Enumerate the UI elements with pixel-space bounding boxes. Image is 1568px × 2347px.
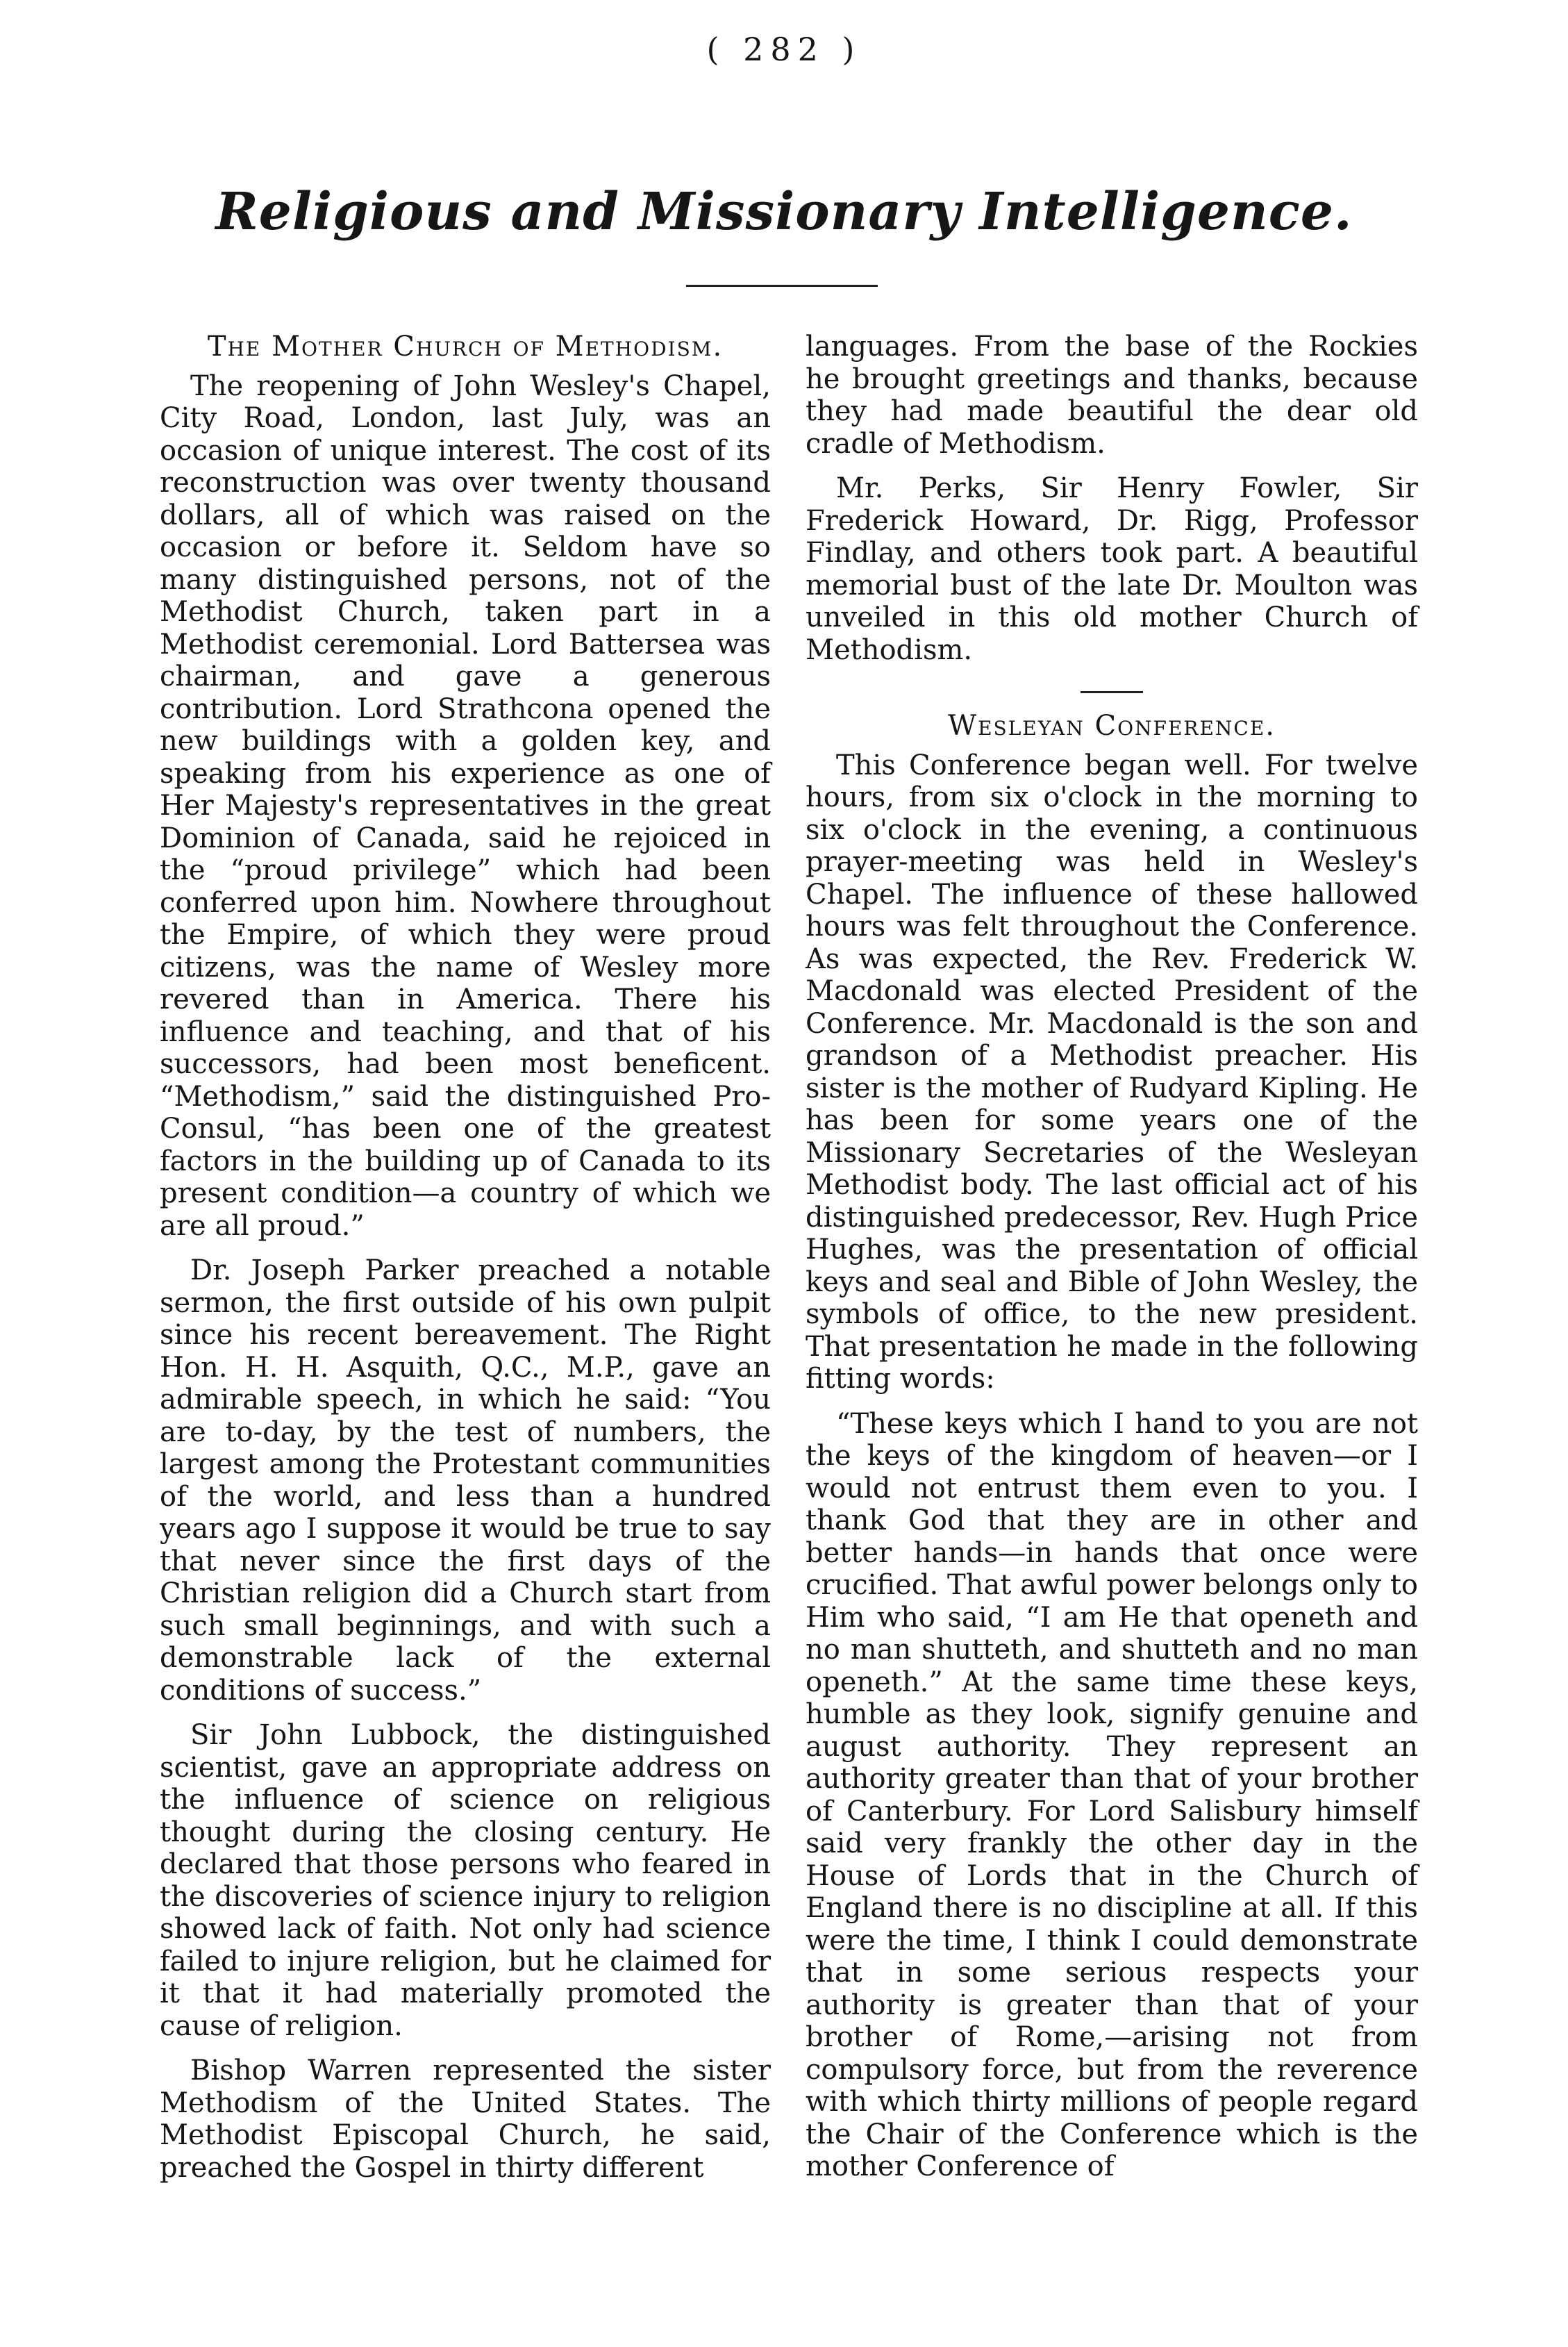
paragraph: The reopening of John Wesley's Chapel, City Road, London, last July, was an occasion of unique interest. The cost of its reconstruction was over twenty thousand dollars, all of which was raised on the occasion or before it. Seldom have so many distinguished persons, not of the Methodist Church, taken part in a Methodist ceremonial. Lord Battersea was chairman, and gave a generous contribution. Lord Strathcona opened the new buildings with a golden key, and speaking from his experience as one of Her Majesty's representatives in the great Dominion of Canada, said he rejoiced in the “proud privilege” which had been conferred upon him. Nowhere throughout the Empire, of which they were proud citizens, was the name of Wesley more revered than in America. There his influence and teaching, and that of his successors, had been most beneficent. “Methodism,” said the distinguished Pro-Consul, “has been one of the greatest factors in the building up of Canada to its present condition—a country of which we are all proud.” <box>160 370 771 1242</box>
left-column <box>160 331 771 2196</box>
right-column <box>806 331 1418 2196</box>
section-heading-wesleyan-conference: Wesleyan Conference. <box>947 710 1276 742</box>
page-number: ( 282 ) <box>706 31 862 68</box>
page-title: Religious and Missionary Intelligence. <box>215 182 1353 242</box>
paragraph: Sir John Lubbock, the distinguished scientist, gave an appropriate address on the influence of science on religious thought during the closing century. He declared that those persons who feared in the discoveries of science injury to religion showed lack of faith. Not only had science failed to injure religion, but he claimed for it that it had materially promoted the cause of religion. <box>160 1719 771 2042</box>
paragraph: Bishop Warren represented the sister Methodism of the United States. The Methodist Episcopal Church, he said, preached the Gospel in thirty different <box>160 2055 771 2184</box>
paragraph: “These keys which I hand to you are not the keys of the kingdom of heaven—or I would not entrust them even to you. I thank God that they are in other and better hands—in hands that once were crucified. That awful power belongs only to Him who said, “I am He that openeth and no man shutteth, and shutteth and no man openeth.” At the same time these keys, humble as they look, signify genuine and august authority. They represent an authority greater than that of your brother of Canterbury. For Lord Salisbury himself said very frankly the other day in the House of Lords that in the Church of England there is no discipline at all. If this were the time, I think I could demonstrate that in some serious respects your authority is greater than that of your brother of Rome,—arising not from compulsory force, but from the reverence with which thirty millions of people regard the Chair of the Conference which is the mother Conference of <box>806 1407 1418 2182</box>
title-divider <box>686 285 878 287</box>
paragraph: Dr. Joseph Parker preached a notable sermon, the first outside of his own pulpit since his recent bereavement. The Right Hon. H. H. Asquith, Q.C., M.P., gave an admirable speech, in which he said: “You are to-day, by the test of numbers, the largest among the Protestant communities of the world, and less than a hundred years ago I suppose it would be true to say that never since the first days of the Christian religion did a Church start from such small beginnings, and with such a demonstrable lack of the external conditions of success.” <box>160 1254 771 1707</box>
section-divider <box>1081 691 1143 693</box>
paragraph: Mr. Perks, Sir Henry Fowler, Sir Frederick Howard, Dr. Rigg, Professor Findlay, and others took part. A beautiful memorial bust of the late Dr. Moulton was unveiled in this old mother Church of Methodism. <box>806 472 1418 666</box>
section-heading-mother-church: The Mother Church of Methodism. <box>207 331 724 363</box>
paragraph: languages. From the base of the Rockies he brought greetings and thanks, because they had made beautiful the dear old cradle of Methodism. <box>806 331 1418 460</box>
paragraph: This Conference began well. For twelve hours, from six o'clock in the morning to six o'clock in the evening, a continuous prayer-meeting was held in Wesley's Chapel. The influence of these hallowed hours was felt throughout the Conference. As was expected, the Rev. Frederick W. Macdonald was elected President of the Conference. Mr. Macdonald is the son and grandson of a Methodist preacher. His sister is the mother of Rudyard Kipling. He has been for some years one of the Missionary Secretaries of the Wesleyan Methodist body. The last official act of his distinguished predecessor, Rev. Hugh Price Hughes, was the presentation of official keys and seal and Bible of John Wesley, the symbols of office, to the new president. That presentation he made in the following fitting words: <box>806 749 1418 1395</box>
